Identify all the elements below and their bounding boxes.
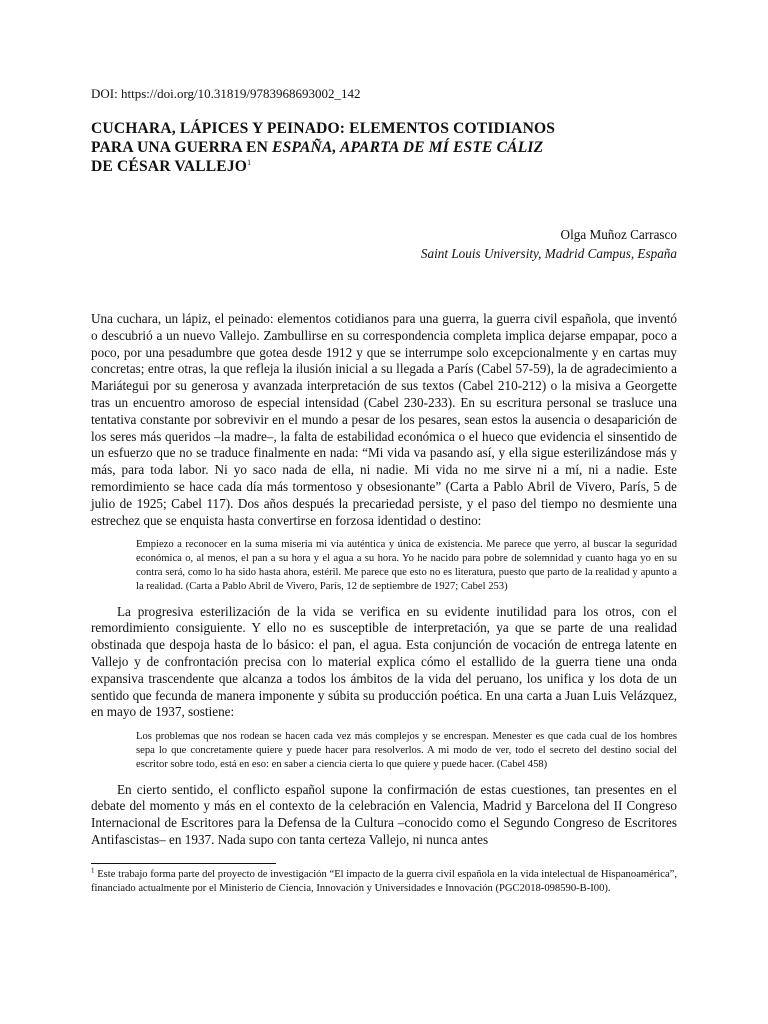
title-line-2-italic: ESPAÑA, APARTA DE MÍ ESTE CÁLIZ <box>272 139 544 156</box>
author-name: Olga Muñoz Carrasco <box>560 227 677 242</box>
article-title <box>91 119 677 176</box>
author-block <box>91 225 677 263</box>
footnote-divider <box>91 863 276 864</box>
block-quote-1: Empiezo a reconocer en la suma miseria mi vía auténtica y única de existencia. Me parece que yerro, al buscar la seguridad económica o, al menos, el pan a su hora y el agua a su hora. Yo he nacido para pobre de solemnidad y cuanto haga yo en su contra será, como lo ha sido hasta ahora, estéril. Me parece que esto no es literatura, puesto que parto de la realidad y apunto a la realidad. (Carta a Pablo Abril de Vivero, París, 12 de septiembre de 1927; Cabel 253) <box>136 539 677 592</box>
body-paragraph-3: En cierto sentido, el conflicto español supone la confirmación de estas cuestiones, tan presentes en el debate del momento y más en el contexto de la celebración en Valencia, Madrid y Barcelona del II Congreso Internacional de Escritores para la Defensa de la Cultura –conocido como el Segundo Congreso de Escritores Antifascistas– en 1937. Nada supo con tanta certeza Vallejo, ni nunca antes <box>91 781 677 847</box>
body-paragraph-1: Una cuchara, un lápiz, el peinado: elementos cotidianos para una guerra, la guerra civil española, que inventó o descubrió a un nuevo Vallejo. Zambullirse en su correspondencia completa implica dejarse empapar, poco a poco, por una pesadumbre que gotea desde 1912 y que se interrumpe solo excepcionalmente y en cartas muy concretas; entre otras, la que refleja la ilusión inicial a su llegada a París (Cabel 57-59), la de agradecimiento a Mariátegui por su generosa y avanzada interpretación de sus textos (Cabel 210-212) o la misiva a Georgette tras un encuentro amoroso de especial intensidad (Cabel 230-233). En su escritura personal se trasluce una tentativa constante por sobrevivir en el mundo a pesar de los pesares, sean estos la ausencia o desaparición de los seres más queridos –la madre–, la falta de estabilidad económica o el hueco que evidencia el sinsentido de un esfuerzo que no se traduce finalmente en nada: “Mi vida va pasando así, y ella sigue esterilizándose más y más, para toda labor. Ni yo saco nada de ella, ni nadie. Mi vida no me sirve ni a mí, ni a nadie. Este remordimiento se hace cada día más tormentoso y obsesionante” (Carta a Pablo Abril de Vivero, París, 5 de julio de 1925; Cabel 117). Dos años después la precariedad persiste, y el paso del tiempo no desmiente una estrechez que se enquista hasta convertirse en forzosa identidad o destino: <box>91 311 677 528</box>
footnote-1 <box>91 868 677 896</box>
title-line-3: DE CÉSAR VALLEJO <box>91 158 248 175</box>
author-affiliation: Saint Louis University, Madrid Campus, España <box>420 246 677 261</box>
title-line-1: CUCHARA, LÁPICES Y PEINADO: ELEMENTOS COTIDIANOS <box>91 120 556 137</box>
paper-page <box>91 86 677 896</box>
body-paragraph-2: La progresiva esterilización de la vida se verifica en su evidente inutilidad para los otros, con el remordimiento consiguiente. Y ello no es susceptible de interpretación, ya que se parte de una realidad obstinada que despoja hasta de lo básico: el pan, el agua. Esta conjunción de vocación de entrega latente en Vallejo y de confrontación precisa con lo material explica cómo el estallido de la guerra tiene una onda expansiva trascendente que alcanza a todos los ámbitos de la vida del peruano, los unifica y los dota de un sentido que fecunda de manera imponente y súbita su producción poética. En una carta a Juan Luis Velázquez, en mayo de 1937, sostiene: <box>91 603 677 720</box>
title-footnote-mark[interactable]: 1 <box>247 157 252 167</box>
title-line-2: PARA UNA GUERRA EN <box>91 139 273 156</box>
block-quote-2: Los problemas que nos rodean se hacen cada vez más complejos y se encrespan. Menester es que cada cual de los hombres sepa lo que concretamente quiere y puede hacer para resolverlos. A mi modo de ver, todo el secreto del destino social del escritor sobre todo, está en eso: en saber a ciencia cierta lo que quiere y puede hacer. (Cabel 458) <box>136 731 677 770</box>
footnote-text: Este trabajo forma parte del proyecto de investigación “El impacto de la guerra civil española en la vida intelectual de Hispanoamérica”, financiado actualmente por el Ministerio de Ciencia, Innovación y Universidades e Innovación (PGC2018-098590-B-I00). <box>91 868 677 894</box>
footnote-mark: 1 <box>91 866 95 875</box>
doi-line[interactable]: DOI: https://doi.org/10.31819/9783968693002_142 <box>91 86 361 101</box>
